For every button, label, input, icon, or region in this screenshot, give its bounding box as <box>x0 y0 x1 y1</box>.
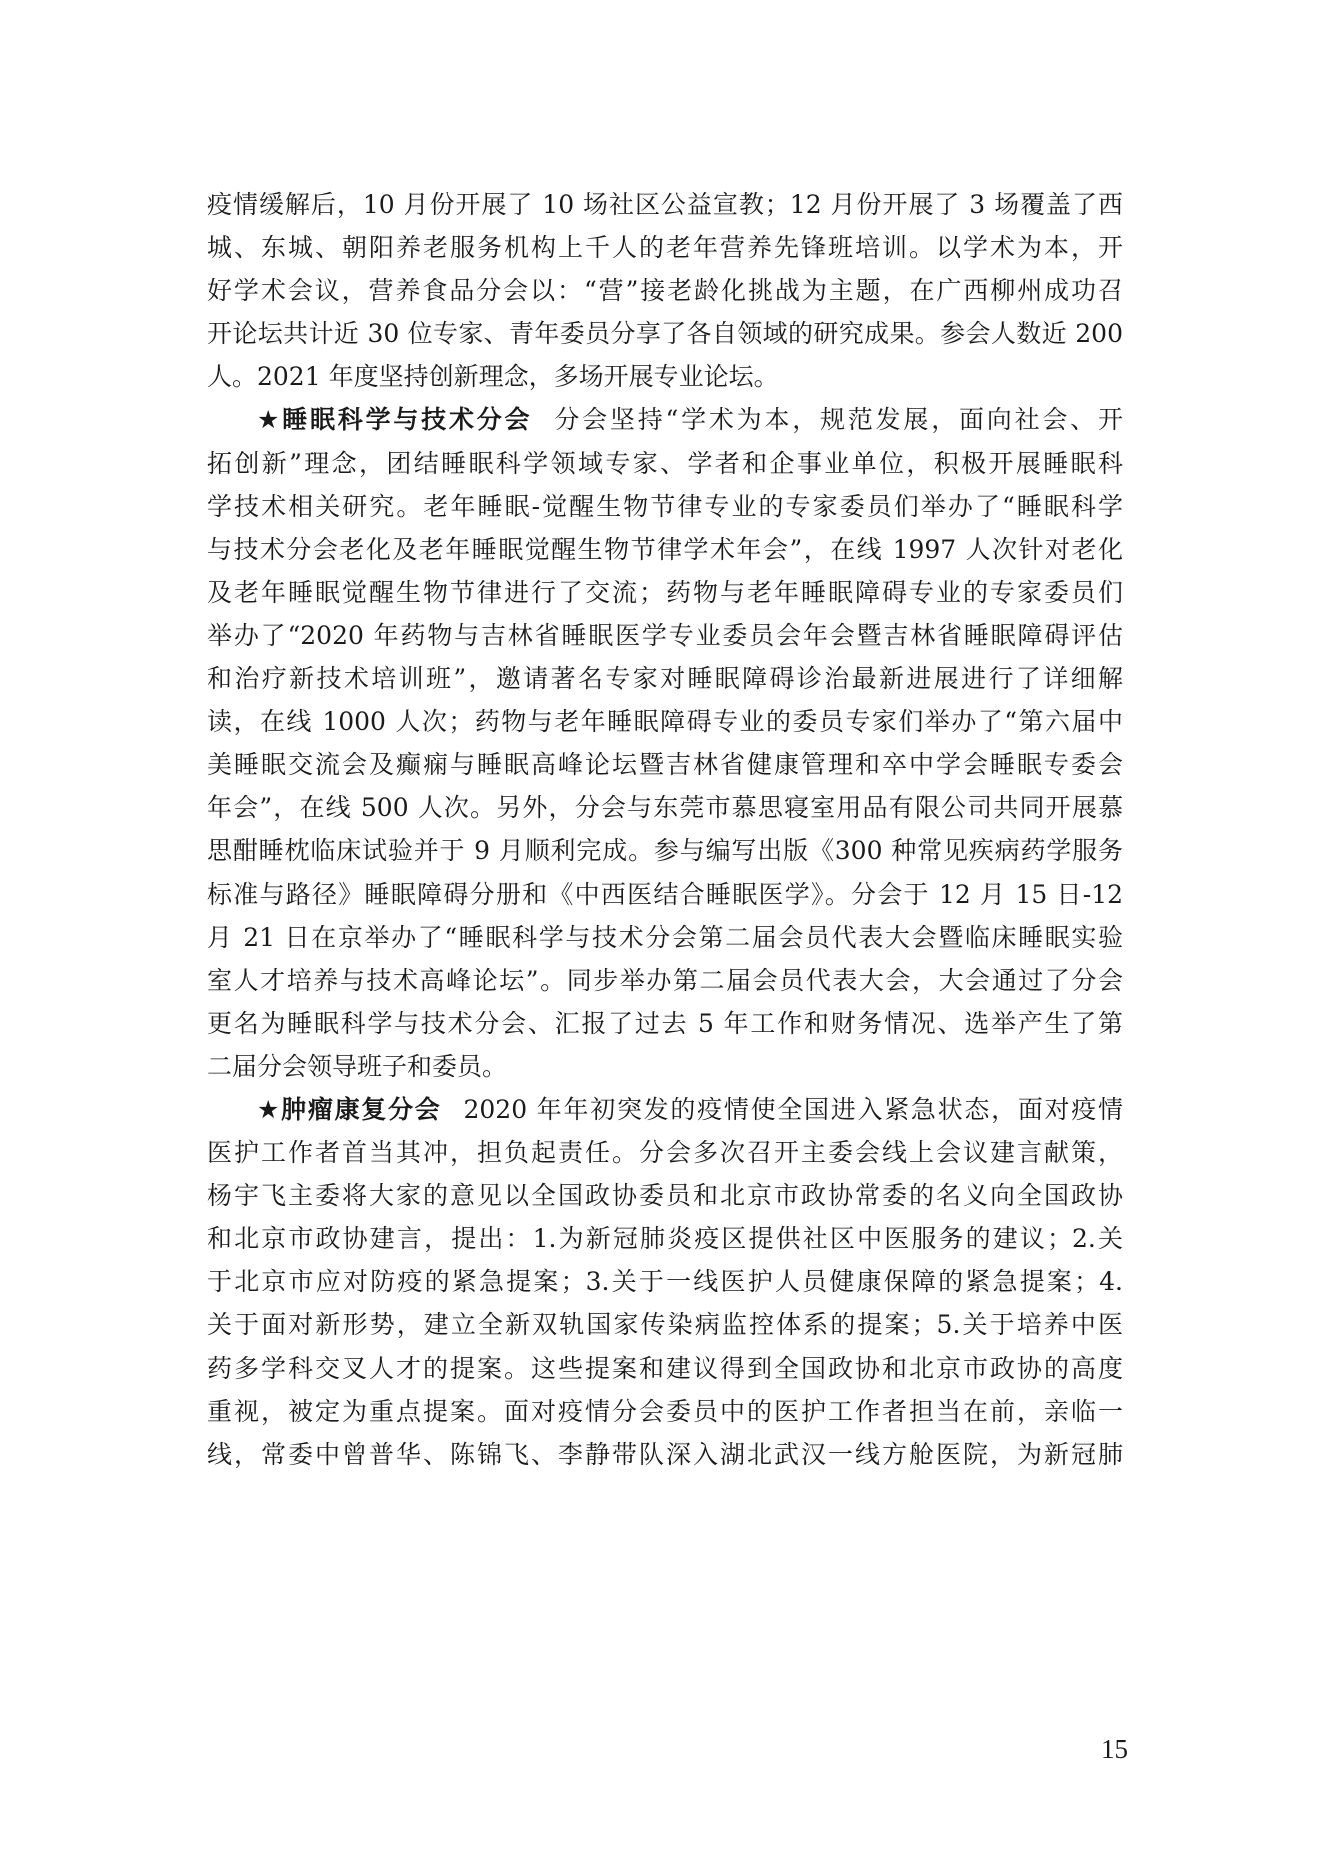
paragraph-line: 和治疗新技术培训班”，邀请著名专家对睡眠障碍诊治最新进展进行了详细解 <box>207 664 1123 694</box>
paragraph-line: 室人才培养与技术高峰论坛”。同步举办第二届会员代表大会，大会通过了分会 <box>207 965 1123 995</box>
paragraph-line: 思酣睡枕临床试验并于 9 月顺利完成。参与编写出版《300 种常见疾病药学服务 <box>207 836 1123 866</box>
paragraph-line: 医护工作者首当其冲，担负起责任。分会多次召开主委会线上会议建言献策， <box>207 1138 1123 1168</box>
paragraph-line: 疫情缓解后，10 月份开展了 10 场社区公益宣教；12 月份开展了 3 场覆盖了西 <box>207 190 1123 219</box>
paragraph-line: 读，在线 1000 人次；药物与老年睡眠障碍专业的委员专家们举办了“第六届中 <box>207 707 1123 737</box>
paragraph-line: 美睡眠交流会及癫痫与睡眠高峰论坛暨吉林省健康管理和卒中学会睡眠专委会 <box>207 750 1123 780</box>
page-number: 15 <box>1101 1734 1128 1764</box>
paragraph-line: 关于面对新形势，建立全新双轨国家传染病监控体系的提案；5.关于培养中医 <box>207 1310 1123 1340</box>
paragraph-line: 线，常委中曾普华、陈锦飞、李静带队深入湖北武汉一线方舱医院，为新冠肺 <box>207 1439 1123 1469</box>
paragraph-line: 城、东城、朝阳养老服务机构上千人的老年营养先锋班培训。以学术为本，开 <box>207 233 1123 263</box>
paragraph-line: 拓创新”理念，团结睡眠科学领域专家、学者和企事业单位，积极开展睡眠科 <box>207 448 1123 478</box>
paragraph-line: 药多学科交叉人才的提案。这些提案和建议得到全国政协和北京市政协的高度 <box>207 1353 1123 1383</box>
paragraph-text: 2020 年年初突发的疫情使全国进入紧急状态，面对疫情 <box>463 1094 1123 1124</box>
paragraph-first-line <box>207 1088 1123 1131</box>
section-heading-tumor-rehab: ★肿瘤康复分会 <box>257 1094 442 1124</box>
paragraph-line: 人。2021 年度坚持创新理念，多场开展专业论坛。 <box>207 362 779 392</box>
paragraph-line: 重视，被定为重点提案。面对疫情分会委员中的医护工作者担当在前，亲临一 <box>207 1396 1123 1426</box>
paragraph-line: 举办了“2020 年药物与吉林省睡眠医学专业委员会年会暨吉林省睡眠障碍评估 <box>207 620 1123 650</box>
section-heading-sleep-science: ★睡眠科学与技术分会 <box>257 405 533 435</box>
paragraph-line: 和北京市政协建言，提出：1.为新冠肺炎疫区提供社区中医服务的建议；2.关 <box>207 1224 1123 1254</box>
paragraph-line: 月 21 日在京举办了“睡眠科学与技术分会第二届会员代表大会暨临床睡眠实验 <box>207 922 1123 952</box>
paragraph-line: 及老年睡眠觉醒生物节律进行了交流；药物与老年睡眠障碍专业的专家委员们 <box>207 577 1123 607</box>
paragraph-line: 杨宇飞主委将大家的意见以全国政协委员和北京市政协常委的名义向全国政协 <box>207 1181 1123 1211</box>
paragraph-line: 于北京市应对防疫的紧急提案；3.关于一线医护人员健康保障的紧急提案；4. <box>207 1267 1123 1297</box>
paragraph-line: 好学术会议，营养食品分会以：“营”接老龄化挑战为主题，在广西柳州成功召 <box>207 276 1123 306</box>
paragraph-line: 与技术分会老化及老年睡眠觉醒生物节律学术年会”，在线 1997 人次针对老化 <box>207 534 1123 564</box>
paragraph-line: 开论坛共计近 30 位专家、青年委员分享了各自领域的研究成果。参会人数近 200 <box>207 319 1123 349</box>
paragraph-line: 更名为睡眠科学与技术分会、汇报了过去 5 年工作和财务情况、选举产生了第 <box>207 1008 1123 1038</box>
paragraph-text: 分会坚持“学术为本，规范发展，面向社会、开 <box>554 405 1123 435</box>
paragraph-line: 学技术相关研究。老年睡眠-觉醒生物节律专业的专家委员们举办了“睡眠科学 <box>207 491 1123 521</box>
paragraph-line: 标准与路径》睡眠障碍分册和《中西医结合睡眠医学》。分会于 12 月 15 日-12 <box>207 879 1123 909</box>
paragraph-first-line <box>207 398 1123 441</box>
paragraph-line: 年会”，在线 500 人次。另外，分会与东莞市慕思寝室用品有限公司共同开展慕 <box>207 793 1123 823</box>
paragraph-line: 二届分会领导班子和委员。 <box>207 1051 508 1081</box>
body-text <box>207 183 1123 1476</box>
